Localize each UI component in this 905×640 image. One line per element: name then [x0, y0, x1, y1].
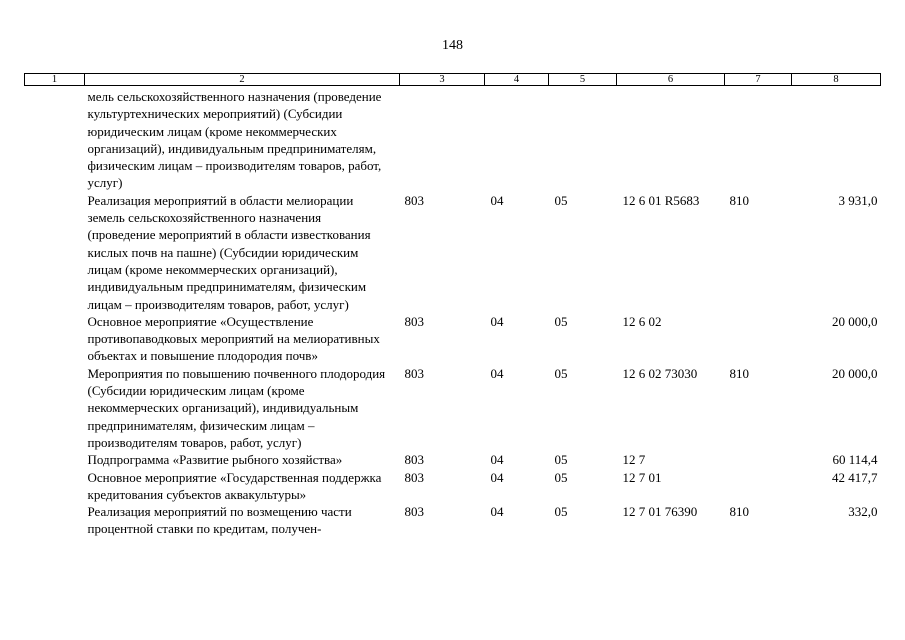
row-name: мель сельскохозяйственного назначения (проведение культуртехнических мероприятий) (Субсидии юридическим лицам (кроме некоммерческих организаций), индивидуальным предпринимателям, физическим лицам – производителям товаров, работ, услуг)	[87, 89, 382, 191]
amount-value: 42 417,7	[832, 469, 878, 485]
column-number-5: 5	[549, 74, 617, 86]
row-name: Реализация мероприятий по возмещению части процентной ставки по кредитам, получен-	[87, 504, 352, 537]
table-row	[25, 503, 881, 538]
expense-type-code: 810	[729, 192, 749, 208]
section-code	[485, 86, 549, 192]
section-code: 04	[490, 504, 504, 520]
subsection-code: 05	[554, 452, 568, 468]
amount-value: 20 000,0	[832, 313, 878, 329]
column-number-1: 1	[25, 74, 85, 86]
row-name: Основное мероприятие «Осуществление противопаводковых мероприятий на мелиоративных объектах и повышение плодородия почв»	[87, 313, 380, 364]
table-header	[25, 74, 881, 86]
column-number-8: 8	[792, 74, 881, 86]
page-number: 148	[442, 38, 463, 53]
table-row	[25, 469, 881, 504]
subsection-code: 05	[554, 504, 568, 520]
amount-value: 60 114,4	[832, 452, 878, 468]
ministry-code: 803	[404, 365, 424, 381]
subsection-code: 05	[554, 192, 568, 208]
expense-type-code: 810	[729, 504, 749, 520]
target-article-code: 12 6 01 R5683	[622, 192, 700, 208]
section-code: 04	[490, 192, 504, 208]
expense-type-code: 810	[729, 365, 749, 381]
table-row	[25, 313, 881, 365]
ministry-code: 803	[404, 313, 424, 329]
ministry-code	[400, 86, 485, 192]
column-number-2: 2	[85, 74, 400, 86]
section-code: 04	[490, 452, 504, 468]
budget-table	[24, 73, 881, 538]
expense-type-code	[725, 86, 792, 192]
expense-type-code	[725, 313, 792, 365]
table-row	[25, 192, 881, 313]
column-number-7: 7	[725, 74, 792, 86]
column-number-4: 4	[485, 74, 549, 86]
target-article-code	[617, 86, 725, 192]
target-article-code: 12 7 01	[622, 469, 662, 485]
table-body	[25, 86, 881, 538]
amount-value: 20 000,0	[832, 365, 878, 381]
amount-value: 3 931,0	[838, 192, 878, 208]
subsection-code: 05	[554, 365, 568, 381]
ministry-code: 803	[404, 504, 424, 520]
section-code: 04	[490, 365, 504, 381]
target-article-code: 12 6 02 73030	[622, 365, 698, 381]
section-code: 04	[490, 469, 504, 485]
table-row	[25, 365, 881, 451]
subsection-code: 05	[554, 469, 568, 485]
target-article-code: 12 6 02	[622, 313, 662, 329]
amount-value	[792, 86, 881, 192]
ministry-code: 803	[404, 192, 424, 208]
amount-value: 332,0	[848, 504, 878, 520]
section-code: 04	[490, 313, 504, 329]
header-row	[25, 74, 881, 86]
column-number-3: 3	[400, 74, 485, 86]
table-row	[25, 86, 881, 192]
ministry-code: 803	[404, 452, 424, 468]
expense-type-code	[725, 469, 792, 504]
subsection-code: 05	[554, 313, 568, 329]
table-row	[25, 451, 881, 468]
expense-type-code	[725, 451, 792, 468]
target-article-code: 12 7 01 76390	[622, 504, 698, 520]
column-number-6: 6	[617, 74, 725, 86]
ministry-code: 803	[404, 469, 424, 485]
row-name: Реализация мероприятий в области мелиорации земель сельскохозяйственного назначения (проведение мероприятий в области известкования кислых почв на пашне) (Субсидии юридическим лицам (кроме некоммерческих организаций), индивидуальным предпринимателям, физическим лицам – производителям товаров, работ, услуг)	[87, 192, 371, 312]
subsection-code	[549, 86, 617, 192]
row-name: Мероприятия по повышению почвенного плодородия (Субсидии юридическим лицам (кроме некоммерческих организаций), индивидуальным предпринимателям, физическим лицам – производителям товаров, работ, услуг)	[87, 365, 386, 450]
row-name: Подпрограмма «Развитие рыбного хозяйства»	[87, 452, 343, 468]
row-name: Основное мероприятие «Государственная поддержка кредитования субъектов аквакультуры»	[87, 469, 382, 502]
target-article-code: 12 7	[622, 452, 646, 468]
